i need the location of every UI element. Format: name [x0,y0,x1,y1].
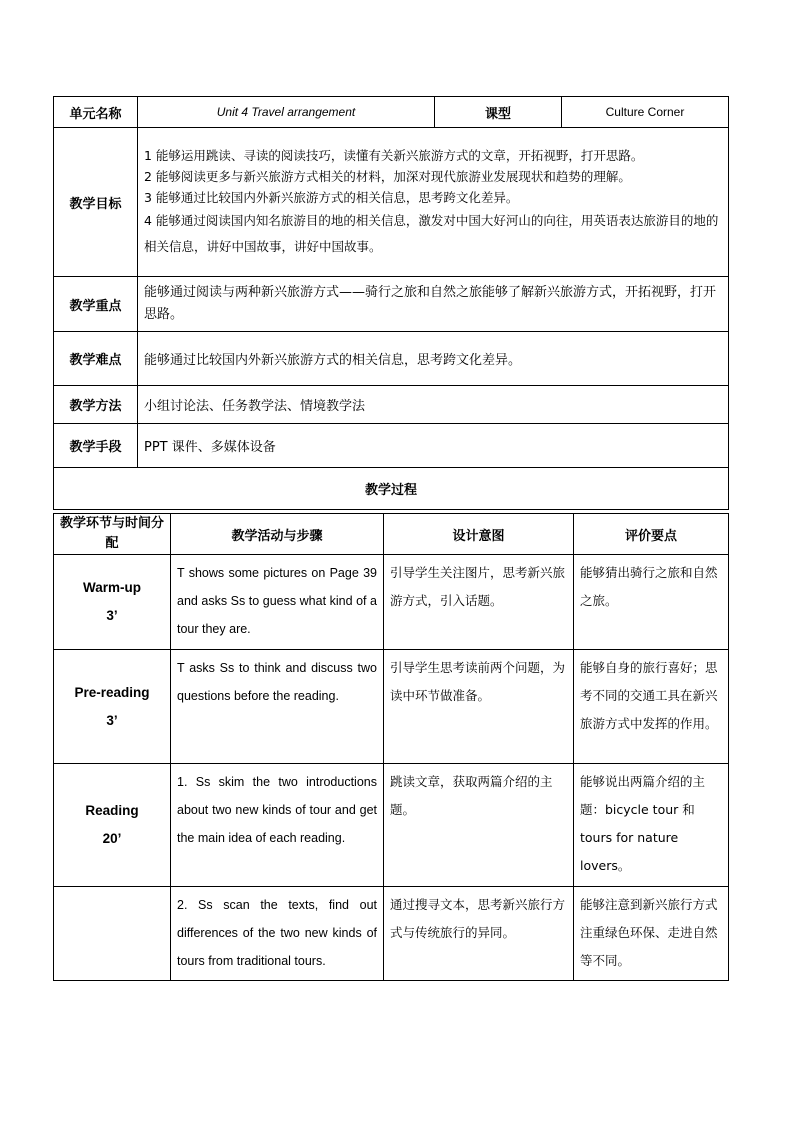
intent-header: 设计意图 [384,514,574,555]
unit-name-label: 单元名称 [54,97,138,128]
goal-item: 3 能够通过比较国内外新兴旅游方式的相关信息，思考跨文化差异。 [144,189,519,205]
means-row [54,424,729,468]
activity-cell: T asks Ss to think and discuss two questions before the reading. [171,650,384,764]
course-info-table [53,96,729,510]
goals-label: 教学目标 [54,128,138,277]
key-points-text: 能够通过阅读与两种新兴旅游方式——骑行之旅和自然之旅能够了解新兴旅游方式，开拓视野，打开思路。 [138,277,729,332]
activity-cell: 2. Ss scan the texts, find out differences of the two new kinds of tours from traditional tours. [171,887,384,981]
intent-cell: 引导学生关注图片，思考新兴旅游方式，引入话题。 [384,555,574,650]
evaluation-cell: 能够猜出骑行之旅和自然之旅。 [574,555,729,650]
activity-header: 教学活动与步骤 [171,514,384,555]
evaluation-cell: 能够说出两篇介绍的主题：bicycle tour 和 tours for nature lovers。 [574,764,729,887]
intent-cell: 跳读文章，获取两篇介绍的主题。 [384,764,574,887]
goal-item: 2 能够阅读更多与新兴旅游方式相关的材料，加深对现代旅游业发展现状和趋势的理解。 [144,168,631,184]
evaluation-cell: 能够自身的旅行喜好；思考不同的交通工具在新兴旅游方式中发挥的作用。 [574,650,729,764]
lesson-type-label: 课型 [435,97,562,128]
evaluation-header: 评价要点 [574,514,729,555]
stage-time: 20’ [102,831,122,846]
stage-cell [54,555,171,650]
process-header-row [54,514,729,555]
means-label: 教学手段 [54,424,138,468]
stage-time: 3’ [106,712,118,728]
stage-cell [54,650,171,764]
unit-name-value: Unit 4 Travel arrangement [138,97,435,128]
activity-cell: 1. Ss skim the two introductions about two new kinds of tour and get the main idea of each reading. [171,764,384,887]
lesson-type-value: Culture Corner [562,97,729,128]
intent-cell: 引导学生思考读前两个问题，为读中环节做准备。 [384,650,574,764]
goals-content [138,128,729,277]
stage-name: Reading [85,803,139,818]
process-title-row [54,468,729,510]
stage-name: Pre-reading [74,684,150,700]
stage-time-header: 教学环节与时间分配 [54,514,171,555]
intent-cell: 通过搜寻文本，思考新兴旅行方式与传统旅行的异同。 [384,887,574,981]
activity-cell: T shows some pictures on Page 39 and asks Ss to guess what kind of a tour they are. [171,555,384,650]
process-row [54,887,729,981]
goals-row [54,128,729,277]
stage-cell [54,887,171,981]
process-row [54,650,729,764]
process-row [54,764,729,887]
process-title: 教学过程 [54,468,729,510]
stage-cell [54,764,171,887]
stage-name: Warm-up [83,580,141,595]
evaluation-cell: 能够注意到新兴旅行方式注重绿色环保、走进自然等不同。 [574,887,729,981]
methods-row [54,386,729,424]
teaching-process-table [53,513,729,981]
process-row [54,555,729,650]
goal-item: 1 能够运用跳读、寻读的阅读技巧，读懂有关新兴旅游方式的文章，开拓视野，打开思路。 [144,147,644,163]
stage-time: 3’ [106,608,118,623]
difficulties-text: 能够通过比较国内外新兴旅游方式的相关信息，思考跨文化差异。 [138,332,729,386]
difficulties-row [54,332,729,386]
methods-text: 小组讨论法、任务教学法、情境教学法 [138,386,729,424]
key-points-label: 教学重点 [54,277,138,332]
key-points-row [54,277,729,332]
unit-row [54,97,729,128]
difficulties-label: 教学难点 [54,332,138,386]
goal-item: 4 能够通过阅读国内知名旅游目的地的相关信息，激发对中国大好河山的向往，用英语表达旅游目的地的相关信息，讲好中国故事，讲好中国故事。 [144,212,719,254]
methods-label: 教学方法 [54,386,138,424]
means-text: PPT 课件、多媒体设备 [138,424,729,468]
